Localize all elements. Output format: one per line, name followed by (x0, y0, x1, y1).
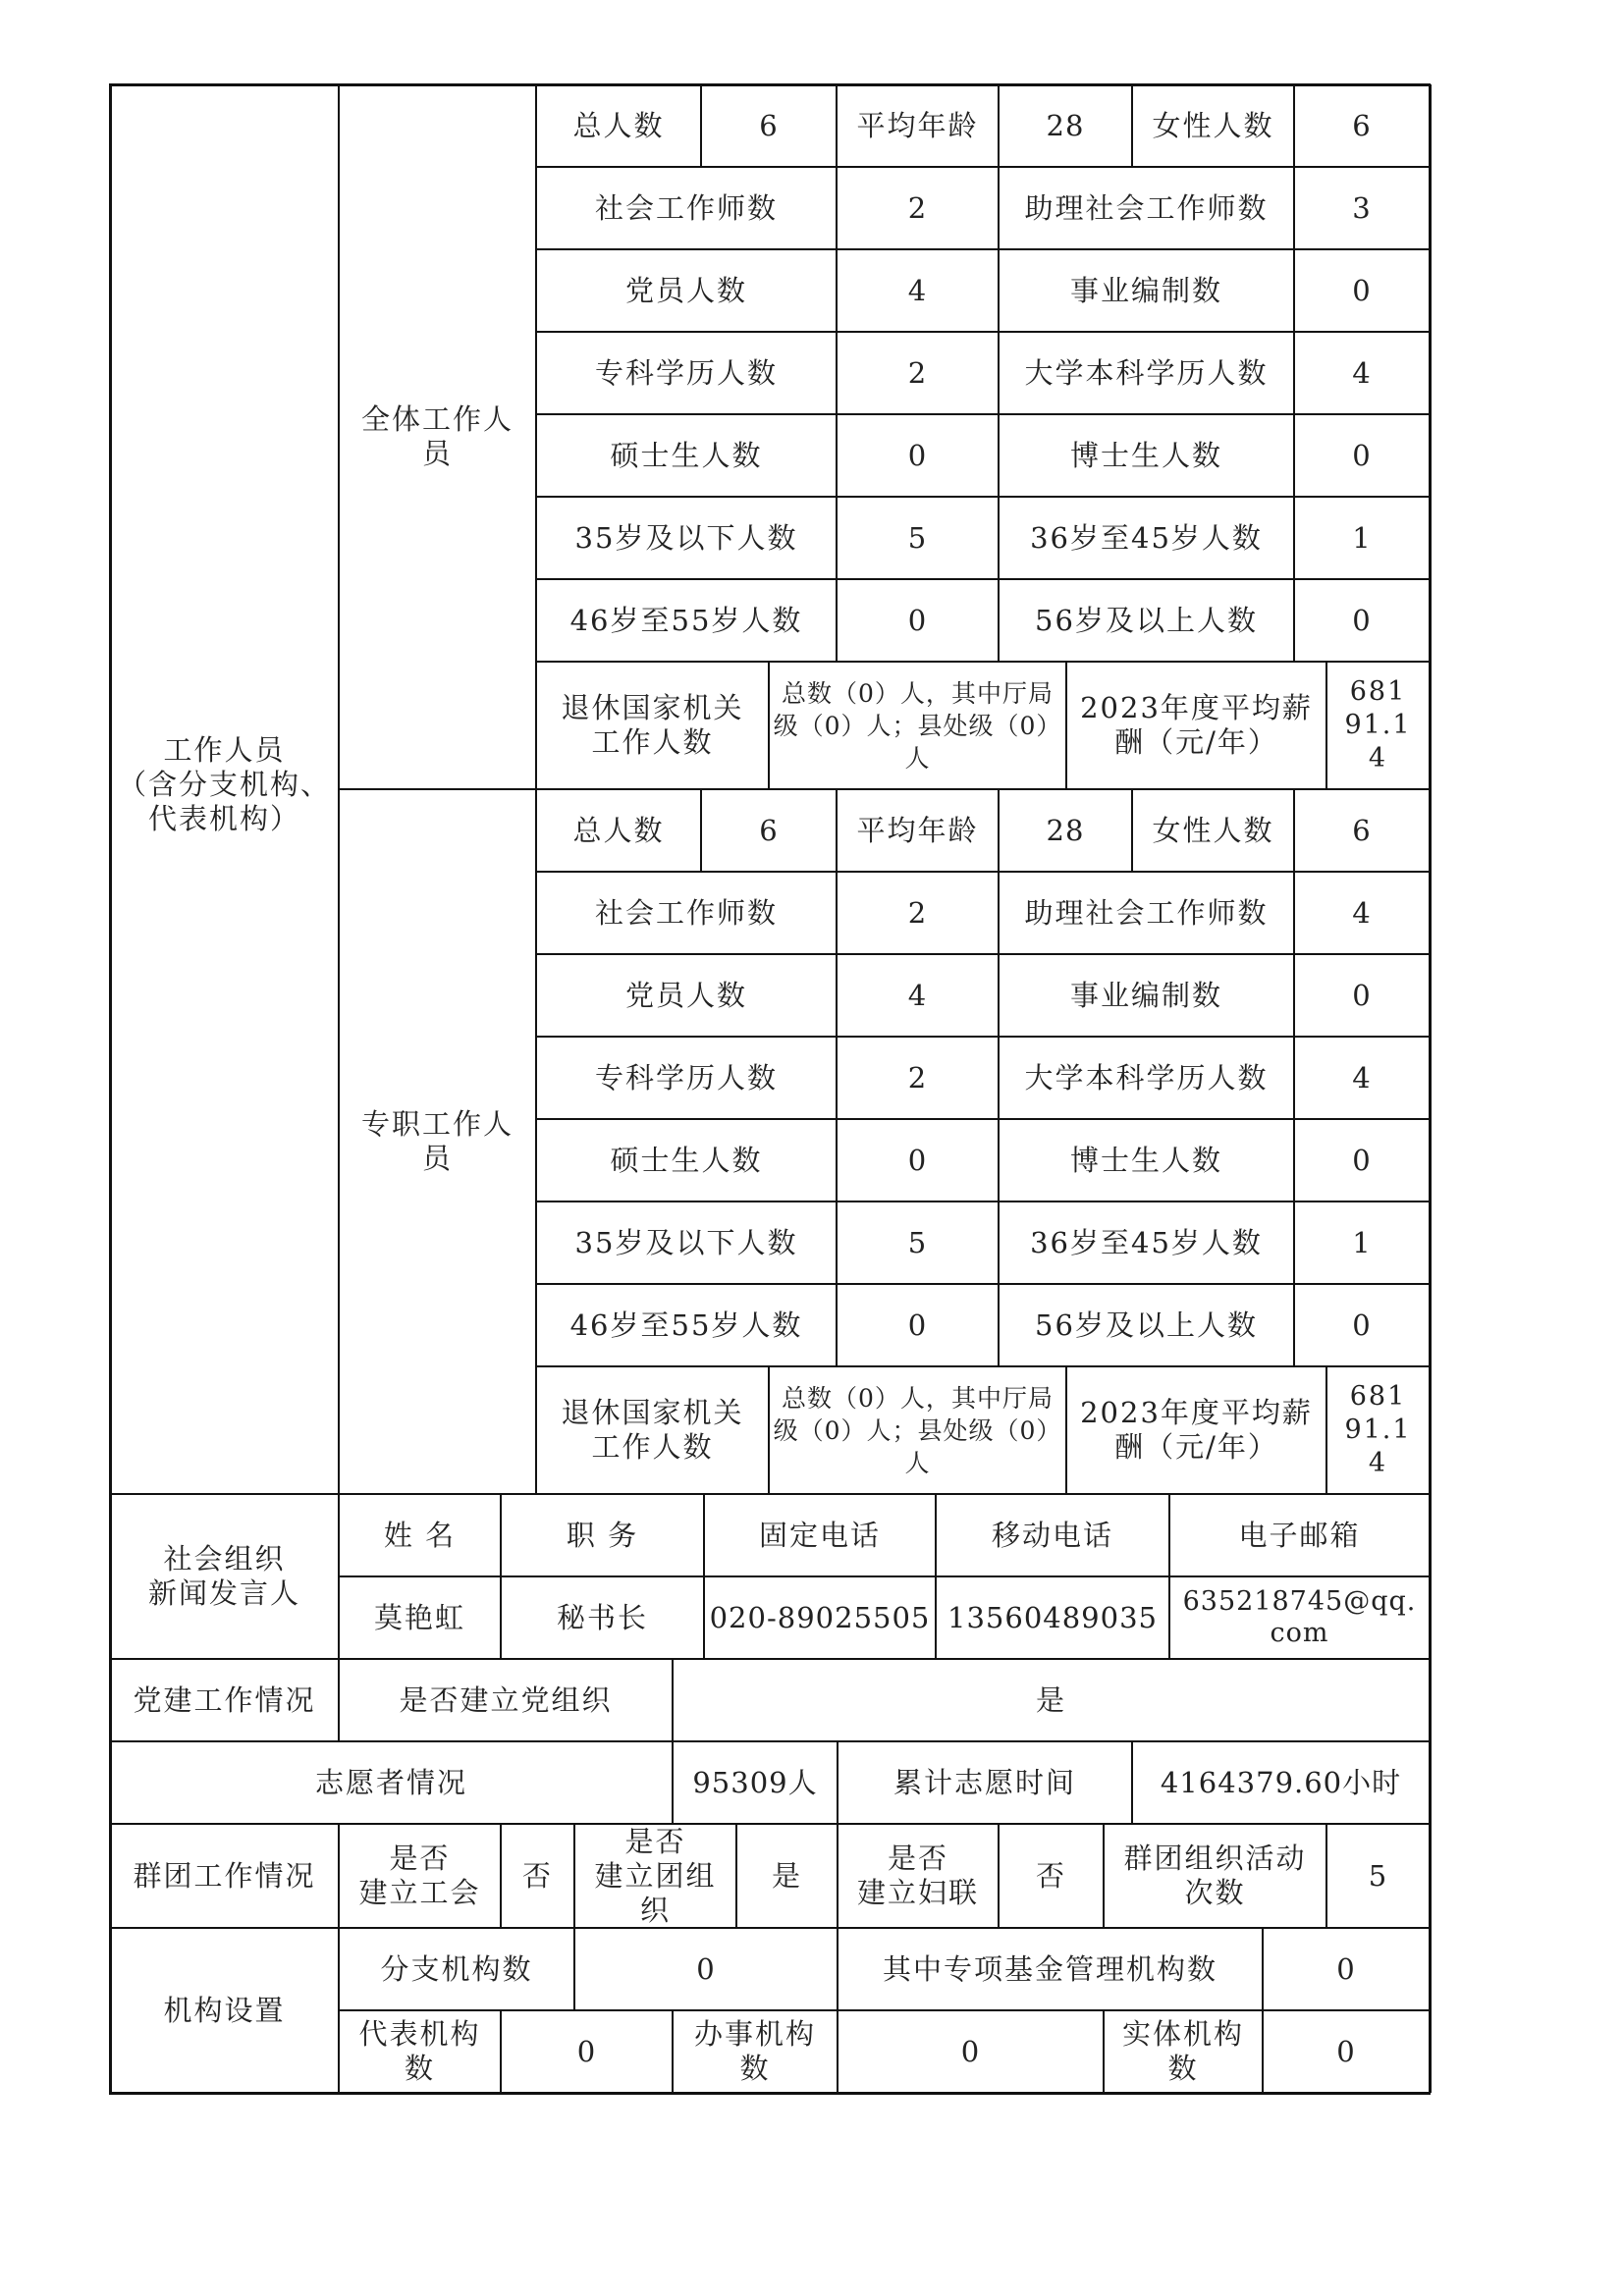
spokesperson-name: 莫艳虹 (373, 1600, 465, 1634)
branch-value: 0 (696, 1951, 716, 1986)
rep-label: 代表机构 数 (358, 2017, 481, 2085)
spokesperson-header-email: 电子邮箱 (1238, 1518, 1361, 1552)
grid-line (110, 1740, 1430, 1742)
volunteers-time: 4164379.60小时 (1160, 1765, 1402, 1799)
grid-line (1325, 1824, 1327, 1928)
all-female-label: 女性人数 (1152, 108, 1274, 142)
grid-line (1262, 2010, 1264, 2093)
grid-line (536, 1036, 1430, 1038)
women-label: 是否 建立妇联 (856, 1842, 979, 1909)
grid-line (998, 167, 1000, 662)
ft-row-value: 4 (1352, 895, 1372, 930)
union-value: 否 (521, 1858, 553, 1893)
grid-line (836, 167, 838, 662)
all-row-value: 4 (1352, 355, 1372, 390)
all-avg-age-label: 平均年龄 (856, 108, 979, 142)
grid-line (573, 1928, 575, 2010)
ft-retired-value: 总数（0）人，其中厅局 级（0）人；县处级（0） 人 (773, 1383, 1062, 1477)
ft-row-value: 0 (907, 1143, 928, 1177)
all-salary-value: 68191.14 (1344, 676, 1412, 774)
fund-value: 0 (1336, 1951, 1356, 1986)
youth-value: 是 (771, 1858, 802, 1893)
all-staff-group-label: 全体工作人 员 (360, 402, 514, 470)
grid-line (672, 2010, 674, 2093)
grid-line (837, 1741, 839, 1824)
grid-line (536, 578, 1430, 580)
ft-female-value: 6 (1352, 813, 1372, 847)
grid-line (768, 662, 770, 789)
office-value: 0 (960, 2034, 981, 2068)
ft-row-value: 0 (1352, 978, 1372, 1012)
all-row-label: 46岁至55岁人数 (569, 603, 803, 637)
grid-line (1065, 1366, 1067, 1494)
grid-line (1131, 1741, 1133, 1824)
grid-line (998, 84, 1000, 167)
grid-line (109, 2092, 1431, 2095)
all-row-value: 5 (907, 520, 928, 555)
ft-total-value: 6 (759, 813, 779, 847)
institutions-section-label: 机构设置 (163, 1993, 286, 2027)
ft-row-value: 4 (907, 978, 928, 1012)
spokesperson-header-title: 职 务 (566, 1518, 639, 1552)
ft-row-value: 0 (907, 1308, 928, 1342)
grid-line (536, 1365, 1430, 1367)
all-avg-age-value: 28 (1046, 108, 1085, 142)
grid-line (1293, 167, 1295, 662)
ft-row-value: 0 (1352, 1308, 1372, 1342)
grid-line (672, 1741, 674, 1824)
spokesperson-mobile: 13560489035 (947, 1600, 1158, 1634)
party-section-label: 党建工作情况 (133, 1682, 316, 1717)
grid-line (536, 166, 1430, 168)
grid-line (339, 2009, 1430, 2011)
ft-row-value: 1 (1352, 1225, 1372, 1259)
all-row-value: 0 (1352, 603, 1372, 637)
ft-row-value: 5 (907, 1225, 928, 1259)
grid-line (735, 1824, 737, 1928)
rep-value: 0 (576, 2034, 597, 2068)
grid-line (536, 871, 1430, 873)
ft-row-value: 2 (907, 895, 928, 930)
ft-avg-age-label: 平均年龄 (856, 813, 979, 847)
all-total-label: 总人数 (572, 108, 665, 142)
grid-line (1168, 1494, 1170, 1659)
staff-section-label: 工作人员 （含分支机构、 代表机构） (117, 733, 331, 835)
mass-org-section-label: 群团工作情况 (133, 1858, 316, 1893)
all-retired-label: 退休国家机关 工作人数 (561, 691, 744, 759)
grid-line (110, 1493, 1430, 1495)
fulltime-staff-group-label: 专职工作人 员 (360, 1107, 514, 1175)
grid-line (1103, 2010, 1105, 2093)
all-total-value: 6 (759, 108, 779, 142)
ft-row-label: 助理社会工作师数 (1024, 895, 1269, 930)
ft-row-value: 4 (1352, 1060, 1372, 1095)
party-answer: 是 (1035, 1682, 1066, 1717)
grid-line (1293, 84, 1295, 167)
activities-value: 5 (1368, 1858, 1388, 1893)
grid-line (836, 789, 838, 872)
grid-line (500, 1494, 502, 1659)
grid-line (110, 1658, 1430, 1660)
all-row-value: 1 (1352, 520, 1372, 555)
grid-line (1131, 84, 1133, 167)
grid-line (1065, 662, 1067, 789)
branch-label: 分支机构数 (380, 1951, 533, 1986)
grid-line (836, 872, 838, 1366)
ft-row-label: 硕士生人数 (610, 1143, 763, 1177)
ft-row-label: 35岁及以下人数 (574, 1225, 798, 1259)
all-row-label: 大学本科学历人数 (1024, 355, 1269, 390)
ft-avg-age-value: 28 (1046, 813, 1085, 847)
grid-line (536, 1201, 1430, 1202)
grid-line (338, 1494, 340, 1659)
all-row-label: 56岁及以上人数 (1035, 603, 1258, 637)
all-row-label: 35岁及以下人数 (574, 520, 798, 555)
grid-line (836, 84, 838, 167)
spokesperson-phone: 020-89025505 (709, 1600, 931, 1634)
volunteers-count: 95309人 (692, 1765, 818, 1799)
spokesperson-section-label: 社会组织 新闻发言人 (147, 1542, 300, 1610)
grid-line (536, 1118, 1430, 1120)
ft-row-label: 56岁及以上人数 (1035, 1308, 1258, 1342)
grid-line (109, 83, 1431, 86)
ft-row-label: 博士生人数 (1069, 1143, 1222, 1177)
grid-line (536, 953, 1430, 955)
party-question: 是否建立党组织 (399, 1682, 613, 1717)
grid-line (536, 496, 1430, 498)
all-row-value: 0 (1352, 438, 1372, 472)
grid-line (110, 1927, 1430, 1929)
grid-line (1325, 1366, 1327, 1494)
all-row-value: 3 (1352, 190, 1372, 225)
ft-row-label: 46岁至55岁人数 (569, 1308, 803, 1342)
grid-line (998, 789, 1000, 872)
ft-row-label: 大学本科学历人数 (1024, 1060, 1269, 1095)
all-row-label: 事业编制数 (1069, 273, 1222, 307)
union-label: 是否 建立工会 (358, 1842, 481, 1909)
grid-line (703, 1494, 705, 1659)
grid-line (998, 1824, 1000, 1928)
grid-line (1293, 789, 1295, 872)
all-row-label: 助理社会工作师数 (1024, 190, 1269, 225)
ft-row-label: 党员人数 (624, 978, 747, 1012)
volunteers-time-label: 累计志愿时间 (893, 1765, 1076, 1799)
ft-salary-value: 68191.14 (1344, 1381, 1412, 1478)
grid-line (1262, 1928, 1264, 2010)
grid-line (1103, 1824, 1105, 1928)
grid-line (998, 872, 1000, 1366)
all-row-label: 党员人数 (624, 273, 747, 307)
grid-line (1293, 872, 1295, 1366)
ft-total-label: 总人数 (572, 813, 665, 847)
grid-line (672, 1659, 674, 1741)
spokesperson-header-phone: 固定电话 (758, 1518, 881, 1552)
grid-line (1429, 84, 1432, 2093)
all-female-value: 6 (1352, 108, 1372, 142)
all-row-value: 0 (907, 438, 928, 472)
grid-line (500, 2010, 502, 2093)
grid-line (1325, 662, 1327, 789)
fund-label: 其中专项基金管理机构数 (882, 1951, 1217, 1986)
ft-retired-label: 退休国家机关 工作人数 (561, 1396, 744, 1464)
spokesperson-header-mobile: 移动电话 (991, 1518, 1113, 1552)
grid-line (935, 1494, 937, 1659)
volunteers-label: 志愿者情况 (314, 1765, 467, 1799)
grid-line (837, 2010, 839, 2093)
spokesperson-title: 秘书长 (556, 1600, 648, 1634)
grid-line (339, 1575, 1430, 1577)
grid-line (1131, 789, 1133, 872)
grid-line (109, 84, 112, 2093)
women-value: 否 (1035, 1858, 1066, 1893)
grid-line (536, 661, 1430, 663)
all-row-value: 0 (1352, 273, 1372, 307)
all-salary-label: 2023年度平均薪 酬（元/年） (1080, 691, 1313, 759)
ft-salary-label: 2023年度平均薪 酬（元/年） (1080, 1396, 1313, 1464)
grid-line (573, 1824, 575, 1928)
ft-female-label: 女性人数 (1152, 813, 1274, 847)
all-row-value: 2 (907, 190, 928, 225)
all-row-value: 2 (907, 355, 928, 390)
grid-line (500, 1824, 502, 1928)
ft-row-label: 社会工作师数 (594, 895, 778, 930)
grid-line (536, 248, 1430, 250)
all-row-label: 36岁至45岁人数 (1030, 520, 1263, 555)
spokesperson-header-name: 姓 名 (383, 1518, 457, 1552)
ft-row-label: 事业编制数 (1069, 978, 1222, 1012)
grid-line (700, 789, 702, 872)
office-label: 办事机构 数 (693, 2017, 816, 2085)
all-retired-value: 总数（0）人，其中厅局 级（0）人；县处级（0） 人 (773, 678, 1062, 773)
entity-label: 实体机构 数 (1121, 2017, 1244, 2085)
all-row-label: 硕士生人数 (610, 438, 763, 472)
ft-row-value: 0 (1352, 1143, 1372, 1177)
ft-row-label: 36岁至45岁人数 (1030, 1225, 1263, 1259)
entity-value: 0 (1336, 2034, 1356, 2068)
grid-line (837, 1928, 839, 2010)
grid-line (768, 1366, 770, 1494)
grid-line (110, 1823, 1430, 1825)
grid-line (700, 84, 702, 167)
ft-row-label: 专科学历人数 (594, 1060, 778, 1095)
activities-label: 群团组织活动 次数 (1123, 1842, 1307, 1909)
grid-line (338, 1659, 340, 1741)
grid-line (536, 1283, 1430, 1285)
grid-line (536, 331, 1430, 333)
ft-row-value: 2 (907, 1060, 928, 1095)
youth-label: 是否 建立团组 织 (594, 1824, 717, 1927)
grid-line (536, 413, 1430, 415)
all-row-label: 博士生人数 (1069, 438, 1222, 472)
all-row-label: 专科学历人数 (594, 355, 778, 390)
spokesperson-email: 635218745@qq.com (1182, 1586, 1417, 1648)
all-row-value: 0 (907, 603, 928, 637)
all-row-label: 社会工作师数 (594, 190, 778, 225)
grid-line (338, 1824, 340, 1928)
all-row-value: 4 (907, 273, 928, 307)
grid-line (339, 788, 1430, 790)
grid-line (837, 1824, 839, 1928)
